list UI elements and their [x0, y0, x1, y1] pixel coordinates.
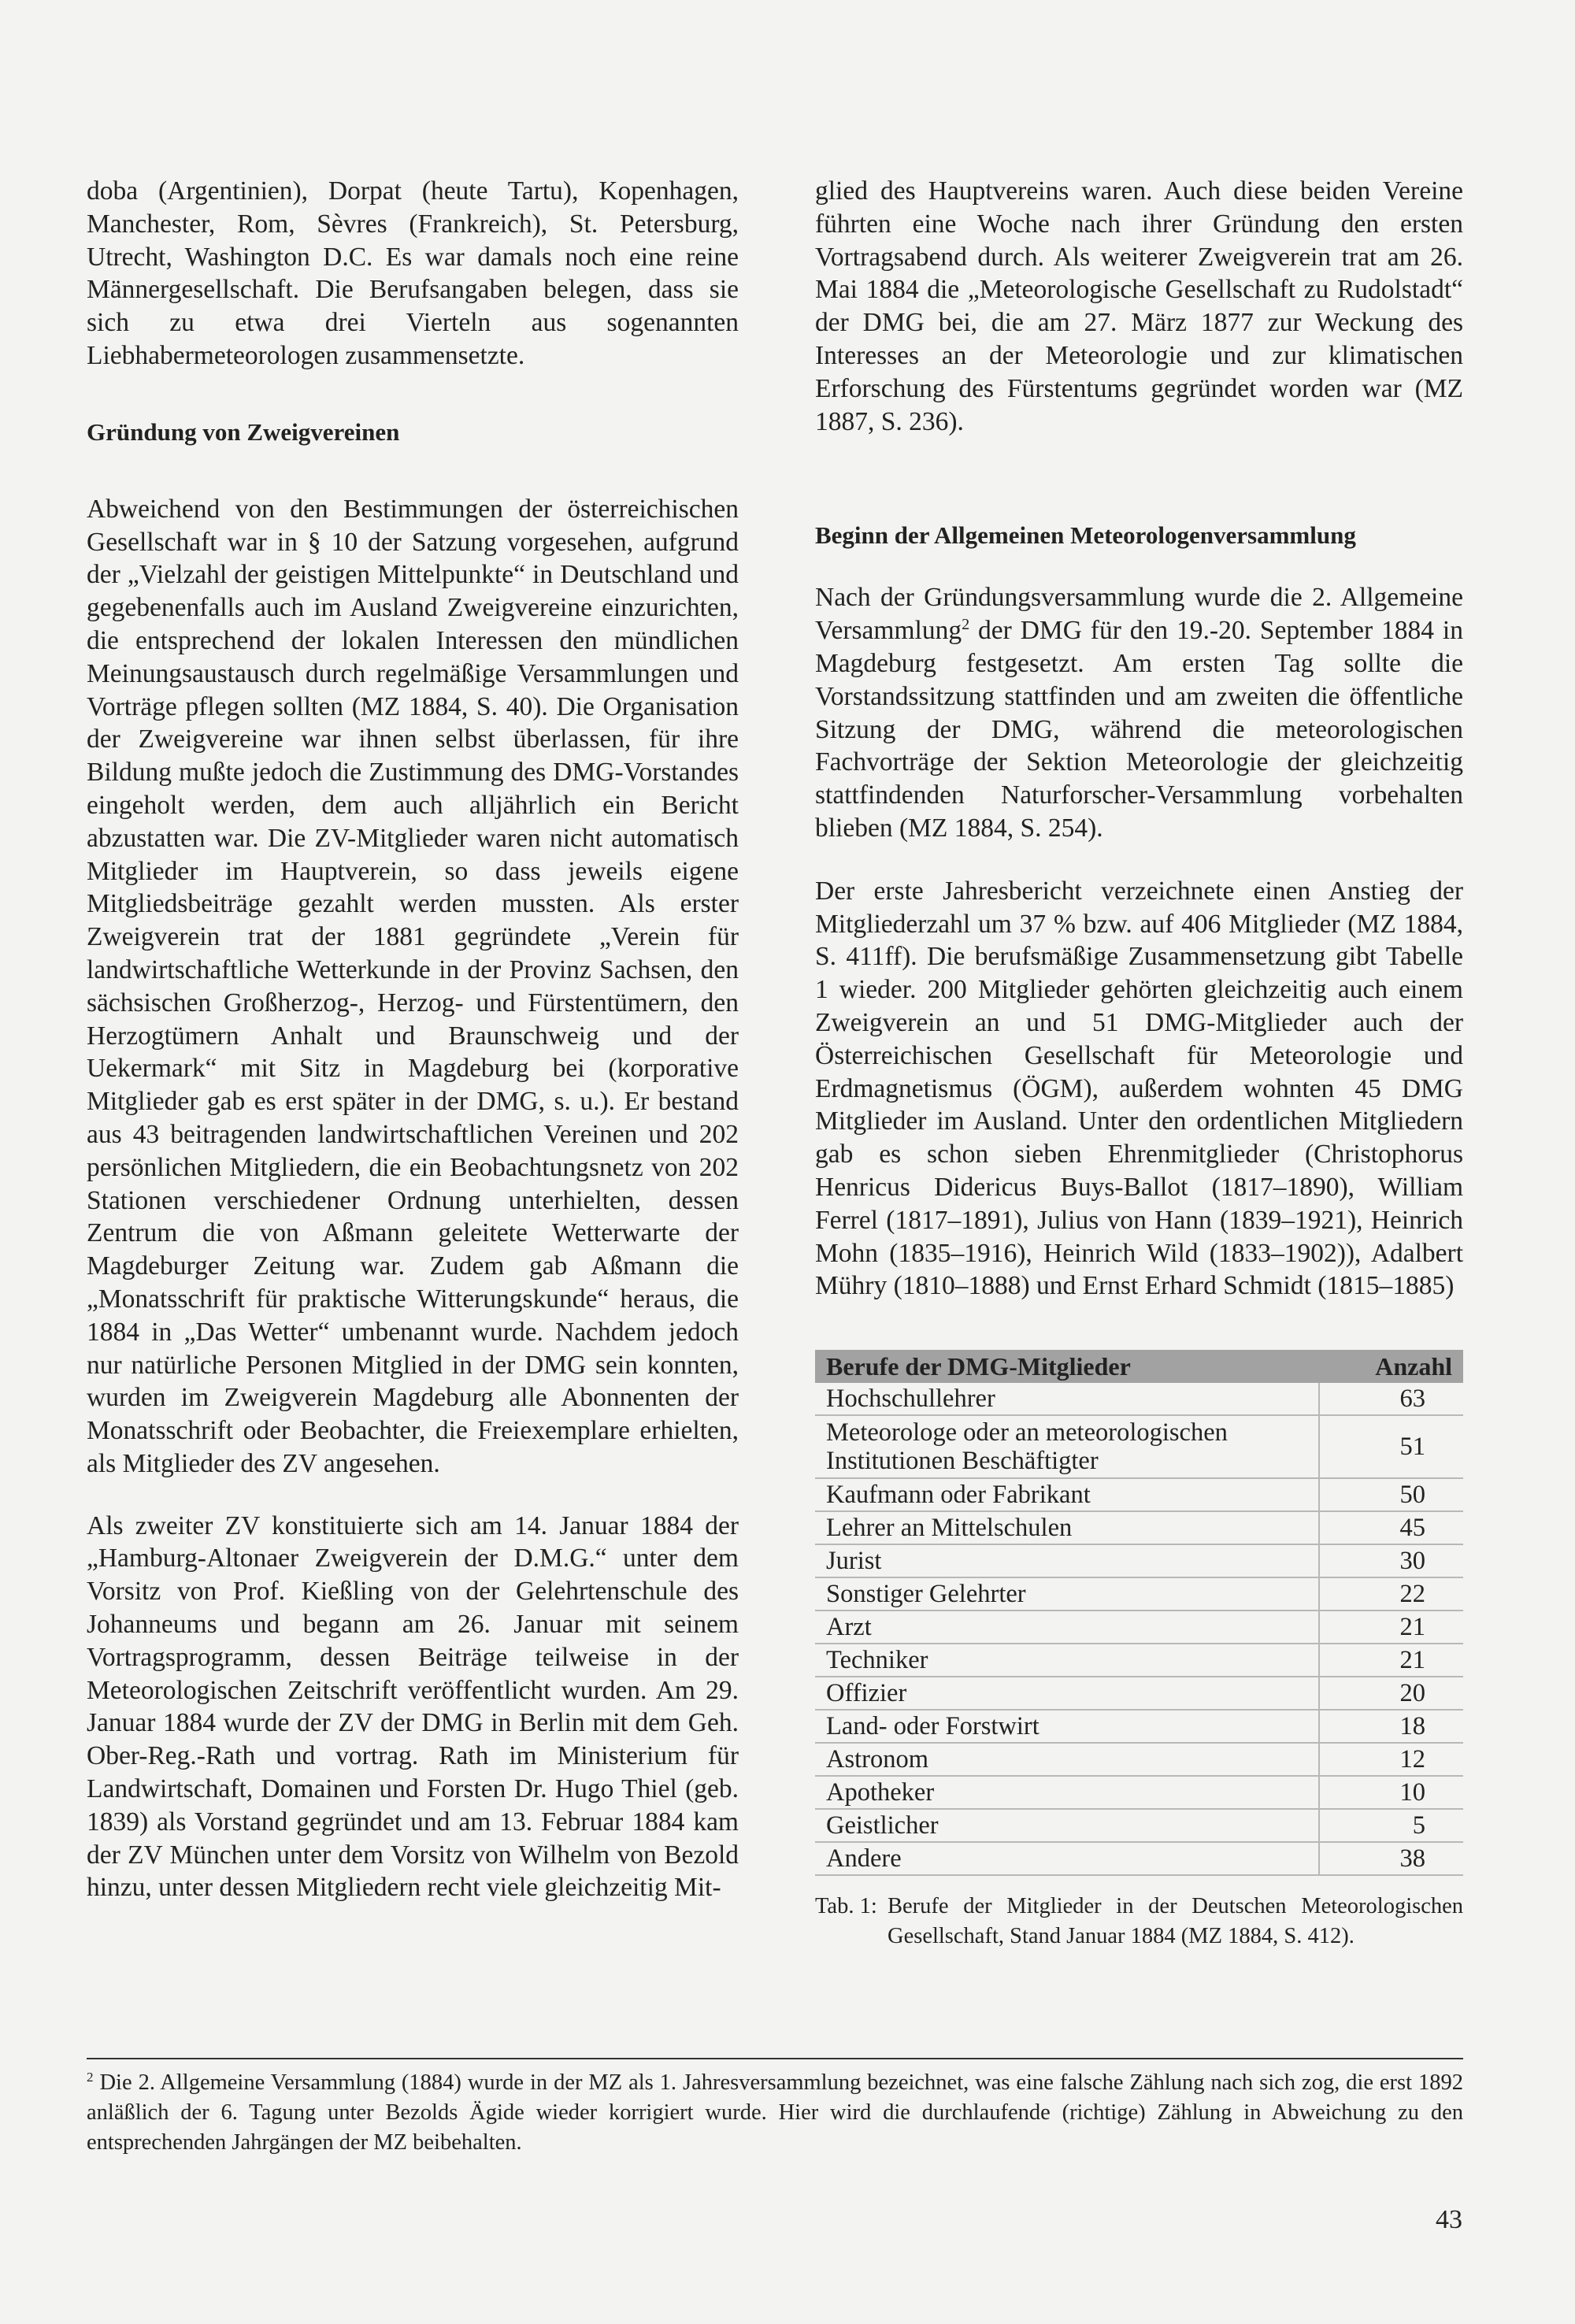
- table-caption: [815, 1892, 1463, 1951]
- cell-beruf: Hochschullehrer: [815, 1383, 1319, 1415]
- members-table: [815, 1350, 1463, 1876]
- paragraph-versammlung-b: der DMG für den 19.-20. September 1884 in Magdeburg festgesetzt. Am ersten Tag sollte die Vorstandssitzung stattfinden und am zweiten die öffentliche Sitzung der DMG, während die meteorologischen Fachvorträge der Sektion Meteorologie der gleichzeitig stattfindenden Naturforscher-Versammlung vorbehalten blieben (MZ 1884, S. 254).: [815, 616, 1463, 843]
- table-row: [815, 1710, 1463, 1743]
- table-row: [815, 1511, 1463, 1544]
- cell-beruf: Kaufmann oder Fabrikant: [815, 1478, 1319, 1511]
- heading-zweigvereine: Gründung von Zweigvereinen: [87, 417, 400, 446]
- footnote-reference: 2: [962, 616, 970, 634]
- cell-anzahl: 10: [1319, 1776, 1463, 1809]
- page-number: 43: [1436, 2205, 1462, 2234]
- paragraph-zweiter-zv: Als zweiter ZV konstituierte sich am 14. Januar 1884 der „Hamburg-Altonaer Zweigverein der D.M.G.“ unter dem Vorsitz von Prof. Kießling von der Gelehrtenschule des Johanneums und begann am 26. Januar mit seinem Vortragsprogramm, dessen Beiträge teilweise in der Meteorologischen Zeitschrift veröffentlicht wurden. Am 29. Januar 1884 wurde der ZV der DMG in Berlin mit dem Geh. Ober-Reg.-Rath und vortrag. Rath im Ministerium für Landwirtschaft, Domainen und Forsten Dr. Hugo Thiel (geb. 1839) als Vorstand gegründet und am 13. Februar 1884 kam der ZV München unter dem Vorsitz von Wilhelm von Bezold hinzu, unter dessen Mitgliedern recht viele gleichzeitig Mit-: [87, 1510, 739, 1903]
- cell-beruf: Land- oder Forstwirt: [815, 1710, 1319, 1743]
- cell-anzahl: 21: [1319, 1610, 1463, 1644]
- paragraph-versammlung: [815, 581, 1463, 844]
- paragraph-versammlung-a: Nach der Gründungsversammlung wurde die 2. Allgemeine Versammlung: [815, 583, 1463, 646]
- cell-anzahl: 45: [1319, 1511, 1463, 1544]
- paragraph-glied: glied des Hauptvereins waren. Auch diese beiden Vereine führten eine Woche nach ihrer Gründung den ersten Vortragsabend durch. Als weiterer Zweigverein trat am 26. Mai 1884 die „Meteorologische Gesellschaft zu Rudolstadt“ der DMG bei, die am 27. März 1877 zur Weckung des Interesses an der Meteorologie und zur klimatischen Erforschung des Fürstentums gegründet worden war (MZ 1887, S. 236).: [815, 176, 1463, 436]
- cell-beruf: Jurist: [815, 1544, 1319, 1577]
- paragraph-jahresbericht: Der erste Jahresbericht verzeichnete einen Anstieg der Mitgliederzahl um 37 % bzw. auf 406 Mitglieder (MZ 1884, S. 411ff). Die berufsmäßige Zusammensetzung gibt Tabelle 1 wieder. 200 Mitglieder gehörten gleichzeitig auch einem Zweigverein an und 51 DMG-Mitglieder auch der Österreichischen Gesellschaft für Meteorologie und Erdmagnetismus (ÖGM), außerdem wohnten 45 DMG Mitglieder im Ausland. Unter den ordentlichen Mitgliedern gab es schon sieben Ehrenmitglieder (Christophorus Henricus Didericus Buys-Ballot (1817–1890), William Ferrel (1817–1891), Julius von Hann (1839–1921), Heinrich Mohn (1835–1916), Heinrich Wild (1833–1902)), Adalbert Mühry (1810–1888) und Ernst Erhard Schmidt (1815–1885): [815, 876, 1463, 1301]
- cell-beruf: Lehrer an Mittelschulen: [815, 1511, 1319, 1544]
- table-row: [815, 1644, 1463, 1677]
- cell-anzahl: 50: [1319, 1478, 1463, 1511]
- header-anzahl: Anzahl: [1319, 1350, 1463, 1383]
- cell-beruf: Offizier: [815, 1677, 1319, 1710]
- footnote: [87, 2068, 1463, 2158]
- cell-beruf: Techniker: [815, 1644, 1319, 1677]
- cell-anzahl: 5: [1319, 1809, 1463, 1842]
- footnote-text: Die 2. Allgemeine Versammlung (1884) wurde in der MZ als 1. Jahresversammlung bezeichnet, was eine falsche Zählung nach sich zog, die erst 1892 anläßlich der 6. Tagung unter Bezolds Ägide wieder korrigiert wurde. Hier wird die durchlaufende (richtige) Zählung in Abweichung zu den entsprechenden Jahrgängen der MZ beibehalten.: [87, 2070, 1463, 2155]
- table-body: [815, 1383, 1463, 1875]
- cell-anzahl: 12: [1319, 1743, 1463, 1776]
- table-row: [815, 1809, 1463, 1842]
- table-row: [815, 1544, 1463, 1577]
- table-row: [815, 1577, 1463, 1610]
- cell-anzahl: 30: [1319, 1544, 1463, 1577]
- cell-beruf: Geistlicher: [815, 1809, 1319, 1842]
- cell-anzahl: 18: [1319, 1710, 1463, 1743]
- table-row: [815, 1677, 1463, 1710]
- cell-anzahl: 63: [1319, 1383, 1463, 1415]
- paragraph-intro: doba (Argentinien), Dorpat (heute Tartu), Kopenhagen, Manchester, Rom, Sèvres (Frankreich), St. Petersburg, Utrecht, Washington D.C. Es war damals noch eine reine Männergesellschaft. Die Berufsangaben belegen, dass sie sich zu etwa drei Vierteln aus sogenannten Liebhabermeteorologen zusammensetzte.: [87, 176, 739, 370]
- footnote-divider: [87, 2058, 1463, 2059]
- cell-beruf: Arzt: [815, 1610, 1319, 1644]
- table-row: [815, 1842, 1463, 1875]
- cell-beruf: Andere: [815, 1842, 1319, 1875]
- header-beruf: Berufe der DMG-Mitglieder: [815, 1350, 1319, 1383]
- heading-versammlung: Beginn der Allgemeinen Meteorologenversammlung: [815, 521, 1356, 550]
- cell-beruf: Sonstiger Gelehrter: [815, 1577, 1319, 1610]
- table-row: [815, 1383, 1463, 1415]
- table-row: [815, 1776, 1463, 1809]
- caption-text: Berufe der Mitglieder in der Deutschen Meteorologischen Gesellschaft, Stand Januar 1884 (MZ 1884, S. 412).: [888, 1894, 1463, 1949]
- cell-beruf: Meteorologe oder an meteorologischen Institutionen Beschäftigter: [815, 1415, 1319, 1478]
- table-row: [815, 1743, 1463, 1776]
- cell-anzahl: 20: [1319, 1677, 1463, 1710]
- table-row: [815, 1610, 1463, 1644]
- cell-anzahl: 38: [1319, 1842, 1463, 1875]
- caption-label: Tab. 1:: [815, 1894, 877, 1919]
- paragraph-zweigvereine: Abweichend von den Bestimmungen der österreichischen Gesellschaft war in § 10 der Satzung vorgesehen, aufgrund der „Vielzahl der geistigen Mittelpunkte“ in Deutschland und gegebenenfalls auch im Ausland Zweigvereine einzurichten, die entsprechend der lokalen Interessen den mündlichen Meinungsaustausch durch regelmäßige Versammlungen und Vorträge pflegen sollten (MZ 1884, S. 40). Die Organisation der Zweigvereine war ihnen selbst überlassen, für ihre Bildung mußte jedoch die Zustimmung des DMG-Vorstandes eingeholt werden, dem auch alljährlich ein Bericht abzustatten war. Die ZV-Mitglieder waren nicht automatisch Mitglieder im Hauptverein, so dass jeweils eigene Mitgliedsbeiträge gezahlt werden mussten. Als erster Zweigverein trat der 1881 gegründete „Verein für landwirtschaftliche Wetterkunde in der Provinz Sachsen, den sächsischen Großherzog-, Herzog- und Fürstentümern, den Herzogtümern Anhalt und Braunschweig und der Uekermark“ mit Sitz in Magdeburg bei (korporative Mitglieder gab es erst später in der DMG, s. u.). Er bestand aus 43 beitragenden landwirtschaftlichen Vereinen und 202 persönlichen Mitgliedern, die ein Beobachtungsnetz von 202 Stationen verschiedener Ordnung unterhielten, dessen Zentrum die von Aßmann geleitete Wetterwarte der Magdeburger Zeitung war. Zudem gab Aßmann die „Monatsschrift für praktische Witterungskunde“ heraus, die 1884 in „Das Wetter“ umbenannt wurde. Nachdem jedoch nur natürliche Personen Mitglied in der DMG sein konnten, wurden im Zweigverein Magdeburg alle Abonnenten der Monatsschrift oder Beobachter, die Freiexemplare erhielten, als Mitglieder des ZV angesehen.: [87, 494, 739, 1478]
- cell-beruf: Apotheker: [815, 1776, 1319, 1809]
- table-row: [815, 1478, 1463, 1511]
- cell-beruf: Astronom: [815, 1743, 1319, 1776]
- left-column: [87, 175, 739, 1904]
- table-row: [815, 1415, 1463, 1478]
- cell-anzahl: 22: [1319, 1577, 1463, 1610]
- right-column: [815, 175, 1463, 1951]
- table-header-row: [815, 1350, 1463, 1383]
- cell-anzahl: 21: [1319, 1644, 1463, 1677]
- footnote-number: 2: [87, 2069, 94, 2085]
- cell-anzahl: 51: [1319, 1415, 1463, 1478]
